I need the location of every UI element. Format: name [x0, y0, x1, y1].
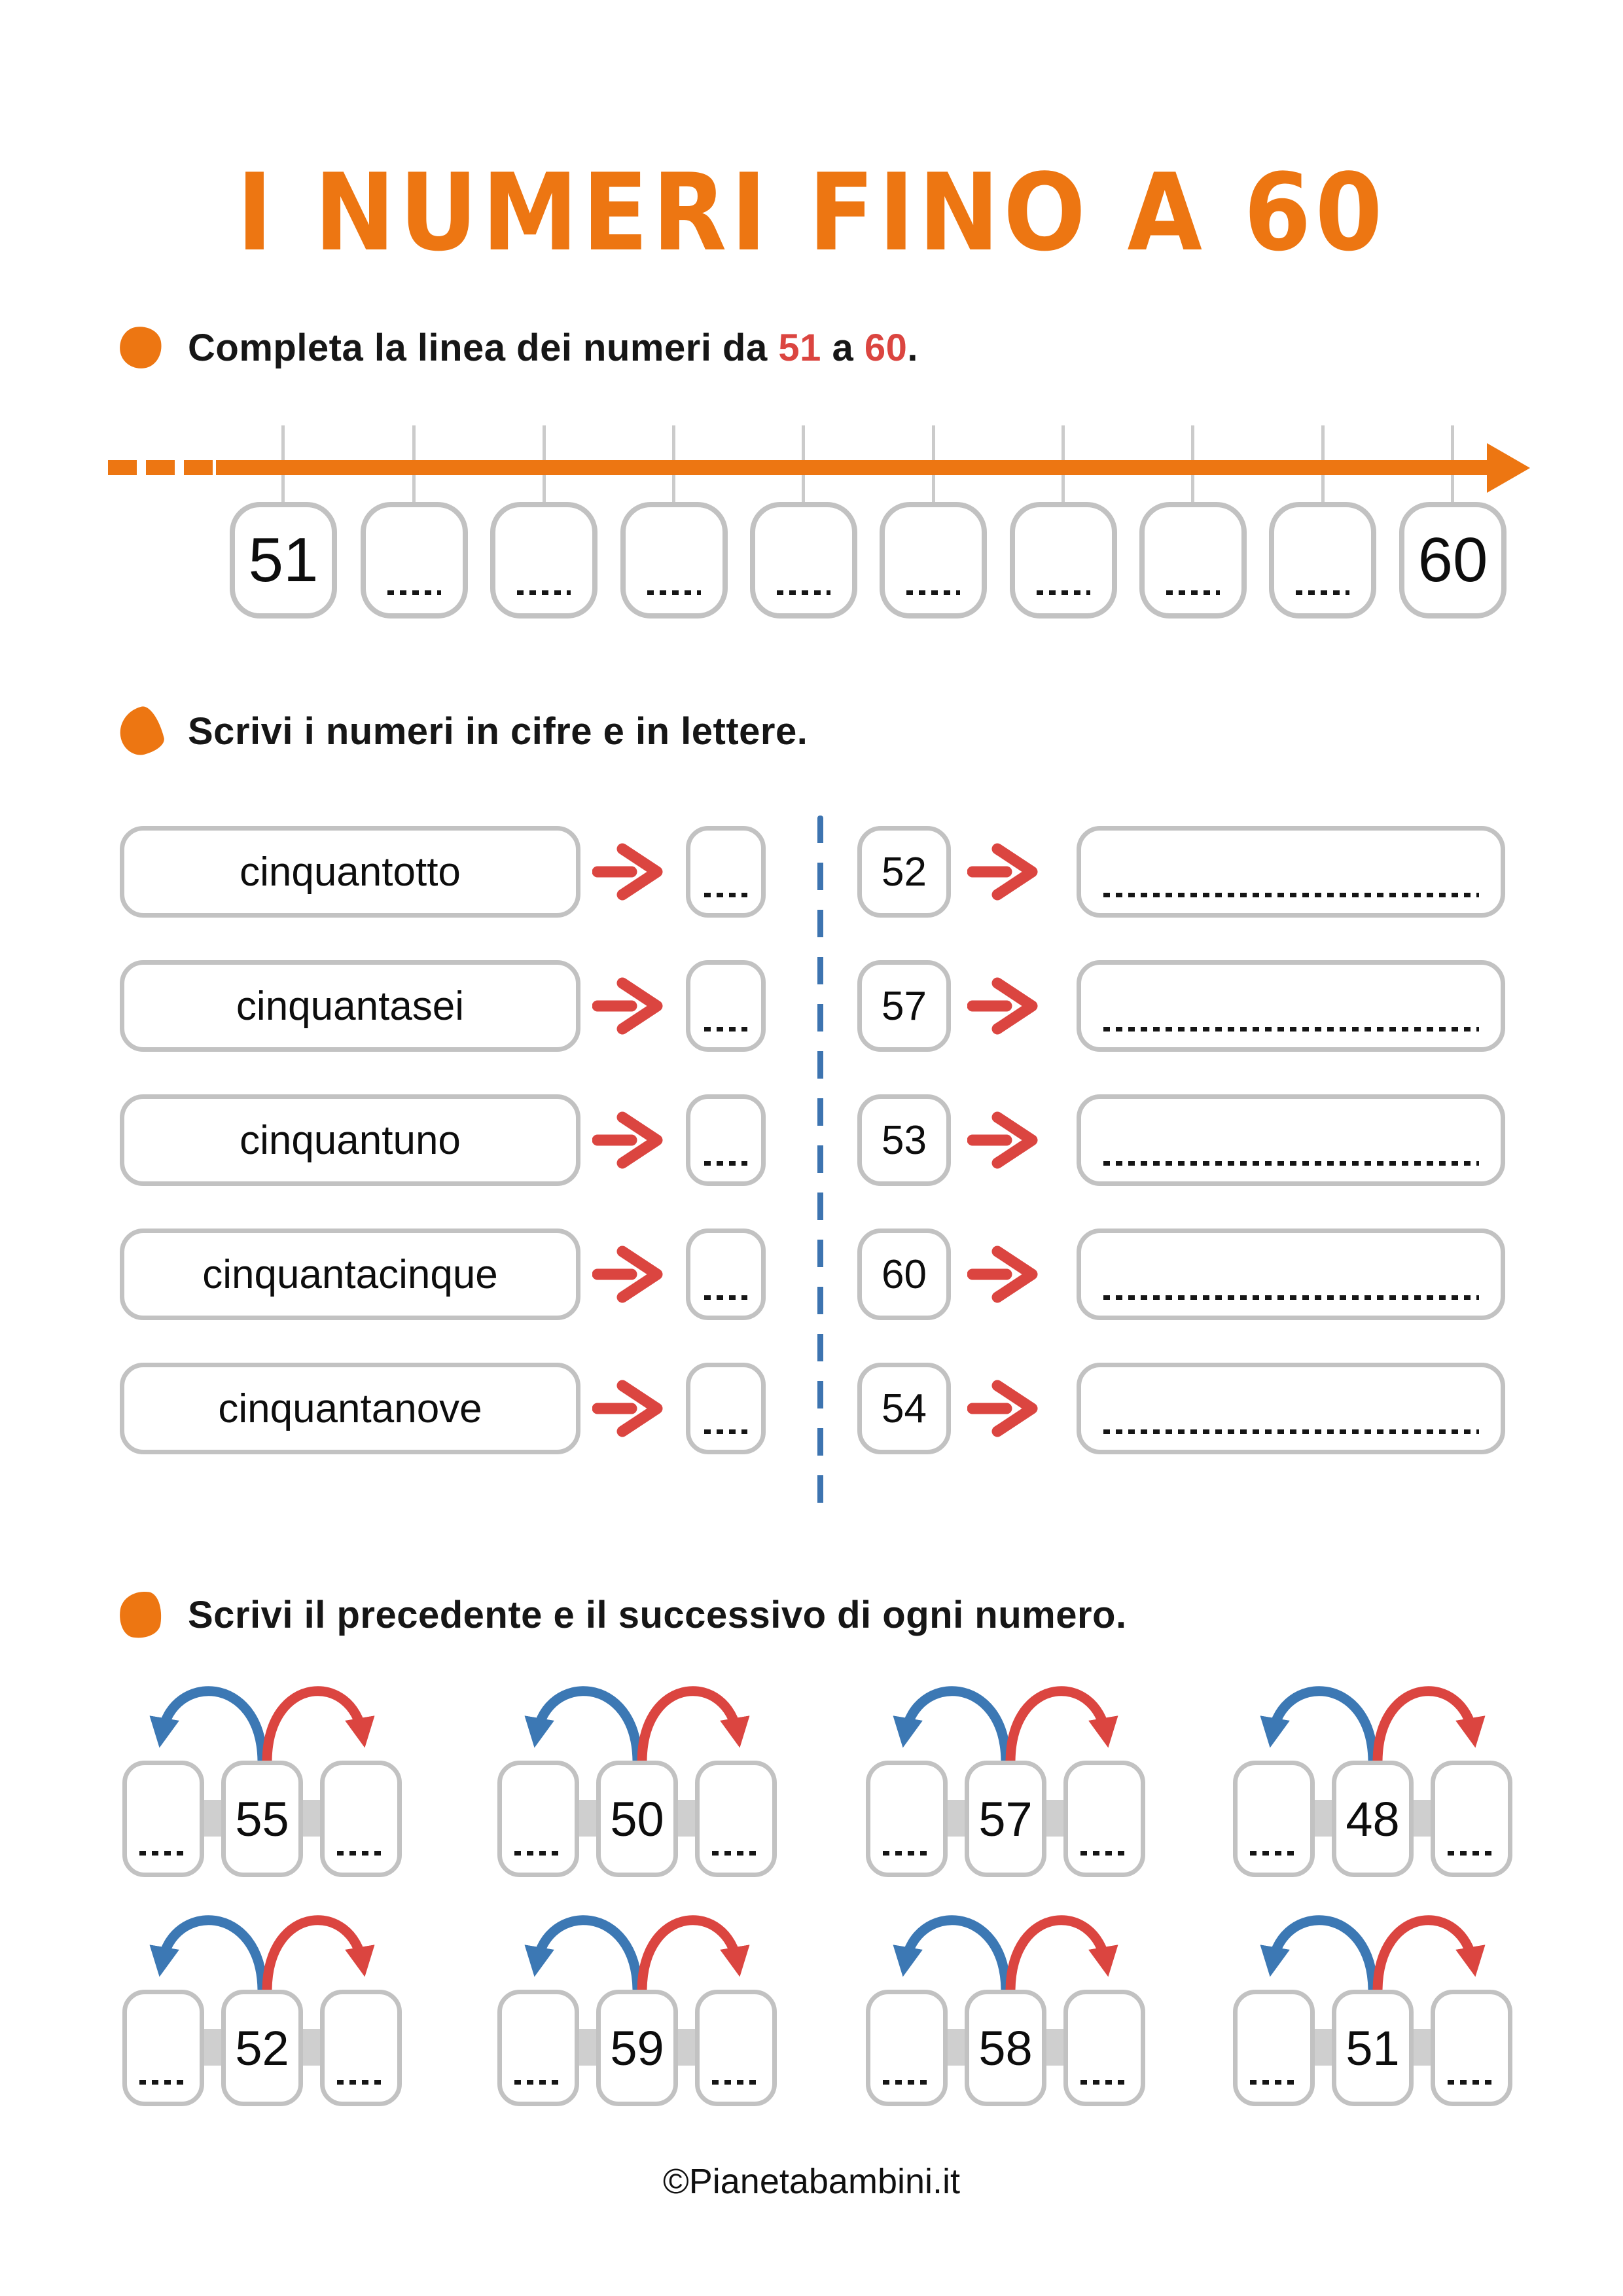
digit-box: 53: [857, 1094, 951, 1186]
answer-dots: [1103, 1295, 1479, 1300]
previous-arrow-icon: [162, 1691, 262, 1761]
number-line-blank-box[interactable]: [880, 502, 987, 619]
word-box: cinquantacinque: [120, 1229, 580, 1320]
right-arrow-icon: [967, 842, 1041, 902]
digit-answer-box[interactable]: [686, 1363, 766, 1454]
arc-arrows: [866, 1899, 1145, 1991]
word-box: cinquantotto: [120, 826, 580, 918]
task1-to-number: 60: [864, 326, 908, 369]
right-arrow-icon: [967, 1110, 1041, 1170]
next-number-box[interactable]: [695, 1761, 777, 1877]
answer-dots: [906, 590, 960, 595]
center-number-box: 51: [1332, 1990, 1414, 2106]
arc-arrows: [1233, 1670, 1512, 1762]
bullet-square-icon: [116, 323, 164, 371]
answer-dots: [337, 1851, 385, 1856]
previous-arrow-icon: [1272, 1920, 1373, 1990]
answer-dots: [1166, 590, 1220, 595]
arc-arrows: [497, 1670, 777, 1762]
answer-dots: [647, 590, 701, 595]
task3-instruction-row: [120, 1585, 1127, 1644]
site-credit: ©Pianetabambini.it: [662, 2162, 961, 2201]
answer-dots: [1296, 590, 1349, 595]
answer-dots: [704, 1429, 747, 1434]
prev-next-unit: [1233, 1761, 1512, 1877]
next-arrow-icon: [642, 1920, 738, 1990]
answer-dots: [704, 1161, 747, 1166]
task2-section: [0, 826, 1623, 1513]
next-arrow-icon: [267, 1691, 363, 1761]
previous-number-box[interactable]: [122, 1990, 204, 2106]
answer-dots: [139, 1851, 188, 1856]
prev-next-unit: [866, 1761, 1145, 1877]
prev-next-unit: [122, 1761, 402, 1877]
prev-next-unit: [1233, 1990, 1512, 2106]
task1-instruction-text: Completa la linea dei numeri da: [188, 326, 779, 369]
previous-number-box[interactable]: [122, 1761, 204, 1877]
task2-row: [0, 1094, 1623, 1186]
answer-dots: [712, 1851, 760, 1856]
prev-next-unit: [497, 1990, 777, 2106]
number-line: [0, 422, 1623, 638]
answer-dots: [517, 590, 571, 595]
task1-from-number: 51: [778, 326, 821, 369]
number-line-bar: [216, 460, 1491, 475]
right-arrow-icon: [592, 1244, 666, 1304]
prev-next-unit: [866, 1990, 1145, 2106]
word-answer-box[interactable]: [1077, 1094, 1505, 1186]
next-number-box[interactable]: [1431, 1761, 1512, 1877]
word-box: cinquantuno: [120, 1094, 580, 1186]
digit-answer-box[interactable]: [686, 960, 766, 1052]
next-arrow-icon: [1378, 1920, 1473, 1990]
task2-row: [0, 1363, 1623, 1454]
answer-dots: [514, 2080, 563, 2085]
previous-arrow-icon: [1272, 1691, 1373, 1761]
arc-arrows: [866, 1670, 1145, 1762]
right-arrow-icon: [967, 1244, 1041, 1304]
center-number-box: 57: [965, 1761, 1046, 1877]
next-arrow-icon: [1010, 1691, 1106, 1761]
answer-dots: [1080, 1851, 1129, 1856]
next-number-box[interactable]: [1063, 1761, 1145, 1877]
next-arrow-icon: [267, 1920, 363, 1990]
answer-dots: [1103, 1027, 1479, 1031]
answer-dots: [1080, 2080, 1129, 2085]
right-arrow-icon: [592, 1378, 666, 1439]
previous-number-box[interactable]: [497, 1990, 579, 2106]
previous-number-box[interactable]: [866, 1761, 948, 1877]
center-number-box: 59: [596, 1990, 678, 2106]
answer-dots: [387, 590, 441, 595]
prev-next-unit: [122, 1990, 402, 2106]
number-line-blank-box[interactable]: [490, 502, 597, 619]
task2-row: [0, 826, 1623, 918]
right-arrow-icon: [967, 976, 1041, 1036]
arc-arrows: [1233, 1899, 1512, 1991]
answer-dots: [1103, 893, 1479, 897]
center-number-box: 50: [596, 1761, 678, 1877]
next-number-box[interactable]: [320, 1990, 402, 2106]
task3-instruction: Scrivi il precedente e il successivo di ogni numero.: [188, 1593, 1127, 1636]
answer-dots: [704, 1027, 747, 1031]
next-number-box[interactable]: [695, 1990, 777, 2106]
next-arrow-icon: [642, 1691, 738, 1761]
task1-instruction: [188, 326, 918, 370]
arc-arrows: [122, 1670, 402, 1762]
digit-answer-box[interactable]: [686, 1094, 766, 1186]
next-number-box[interactable]: [1063, 1990, 1145, 2106]
answer-dots: [139, 2080, 188, 2085]
word-answer-box[interactable]: [1077, 1229, 1505, 1320]
digit-answer-box[interactable]: [686, 826, 766, 918]
arrowhead-icon: [1487, 443, 1530, 493]
number-line-box-60: 60: [1399, 502, 1507, 619]
answer-dots: [337, 2080, 385, 2085]
next-arrow-icon: [1378, 1691, 1473, 1761]
word-answer-box[interactable]: [1077, 1363, 1505, 1454]
digit-box: 52: [857, 826, 951, 918]
line-dash: [108, 460, 137, 475]
page-title: I NUMERI FINO A 60: [236, 151, 1387, 275]
center-number-box: 55: [221, 1761, 303, 1877]
previous-arrow-icon: [537, 1691, 637, 1761]
digit-box: 60: [857, 1229, 951, 1320]
line-dash: [184, 460, 213, 475]
word-answer-box[interactable]: [1077, 960, 1505, 1052]
answer-dots: [883, 2080, 931, 2085]
bullet-comma-icon: [116, 1588, 164, 1641]
right-arrow-icon: [592, 842, 666, 902]
task1-instruction-row: [120, 318, 918, 377]
answer-dots: [883, 1851, 931, 1856]
task1-instruction-end: .: [907, 326, 918, 369]
next-arrow-icon: [1010, 1920, 1106, 1990]
task2-instruction: Scrivi i numeri in cifre e in lettere.: [188, 709, 808, 753]
answer-dots: [712, 2080, 760, 2085]
answer-dots: [704, 893, 747, 897]
number-line-blank-box[interactable]: [1269, 502, 1376, 619]
answer-dots: [777, 590, 830, 595]
arc-arrows: [122, 1899, 402, 1991]
digit-answer-box[interactable]: [686, 1229, 766, 1320]
previous-arrow-icon: [537, 1920, 637, 1990]
word-answer-box[interactable]: [1077, 826, 1505, 918]
answer-dots: [1037, 590, 1090, 595]
bullet-drop-icon: [115, 703, 167, 759]
number-line-blank-box[interactable]: [1010, 502, 1117, 619]
number-line-blank-box[interactable]: [750, 502, 857, 619]
task2-row: [0, 1229, 1623, 1320]
previous-number-box[interactable]: [1233, 1990, 1315, 2106]
previous-number-box[interactable]: [497, 1761, 579, 1877]
right-arrow-icon: [592, 1110, 666, 1170]
answer-dots: [1103, 1429, 1479, 1434]
previous-arrow-icon: [162, 1920, 262, 1990]
arc-arrows: [497, 1899, 777, 1991]
previous-number-box[interactable]: [1233, 1761, 1315, 1877]
answer-dots: [1448, 2080, 1496, 2085]
answer-dots: [1448, 1851, 1496, 1856]
previous-arrow-icon: [905, 1920, 1006, 1990]
answer-dots: [514, 1851, 563, 1856]
next-number-box[interactable]: [320, 1761, 402, 1877]
number-line-blank-box[interactable]: [1139, 502, 1247, 619]
center-number-box: 52: [221, 1990, 303, 2106]
right-arrow-icon: [967, 1378, 1041, 1439]
task2-instruction-row: [120, 702, 808, 761]
previous-arrow-icon: [905, 1691, 1006, 1761]
line-dash: [146, 460, 175, 475]
answer-dots: [704, 1295, 747, 1300]
digit-box: 54: [857, 1363, 951, 1454]
digit-box: 57: [857, 960, 951, 1052]
word-box: cinquantasei: [120, 960, 580, 1052]
answer-dots: [1250, 1851, 1298, 1856]
number-line-blank-box[interactable]: [361, 502, 468, 619]
prev-next-unit: [497, 1761, 777, 1877]
center-number-box: 48: [1332, 1761, 1414, 1877]
previous-number-box[interactable]: [866, 1990, 948, 2106]
word-box: cinquantanove: [120, 1363, 580, 1454]
center-number-box: 58: [965, 1990, 1046, 2106]
next-number-box[interactable]: [1431, 1990, 1512, 2106]
right-arrow-icon: [592, 976, 666, 1036]
number-line-box-51: 51: [230, 502, 337, 619]
answer-dots: [1103, 1161, 1479, 1166]
task2-row: [0, 960, 1623, 1052]
number-line-blank-box[interactable]: [620, 502, 728, 619]
answer-dots: [1250, 2080, 1298, 2085]
task1-instruction-mid: a: [821, 326, 865, 369]
